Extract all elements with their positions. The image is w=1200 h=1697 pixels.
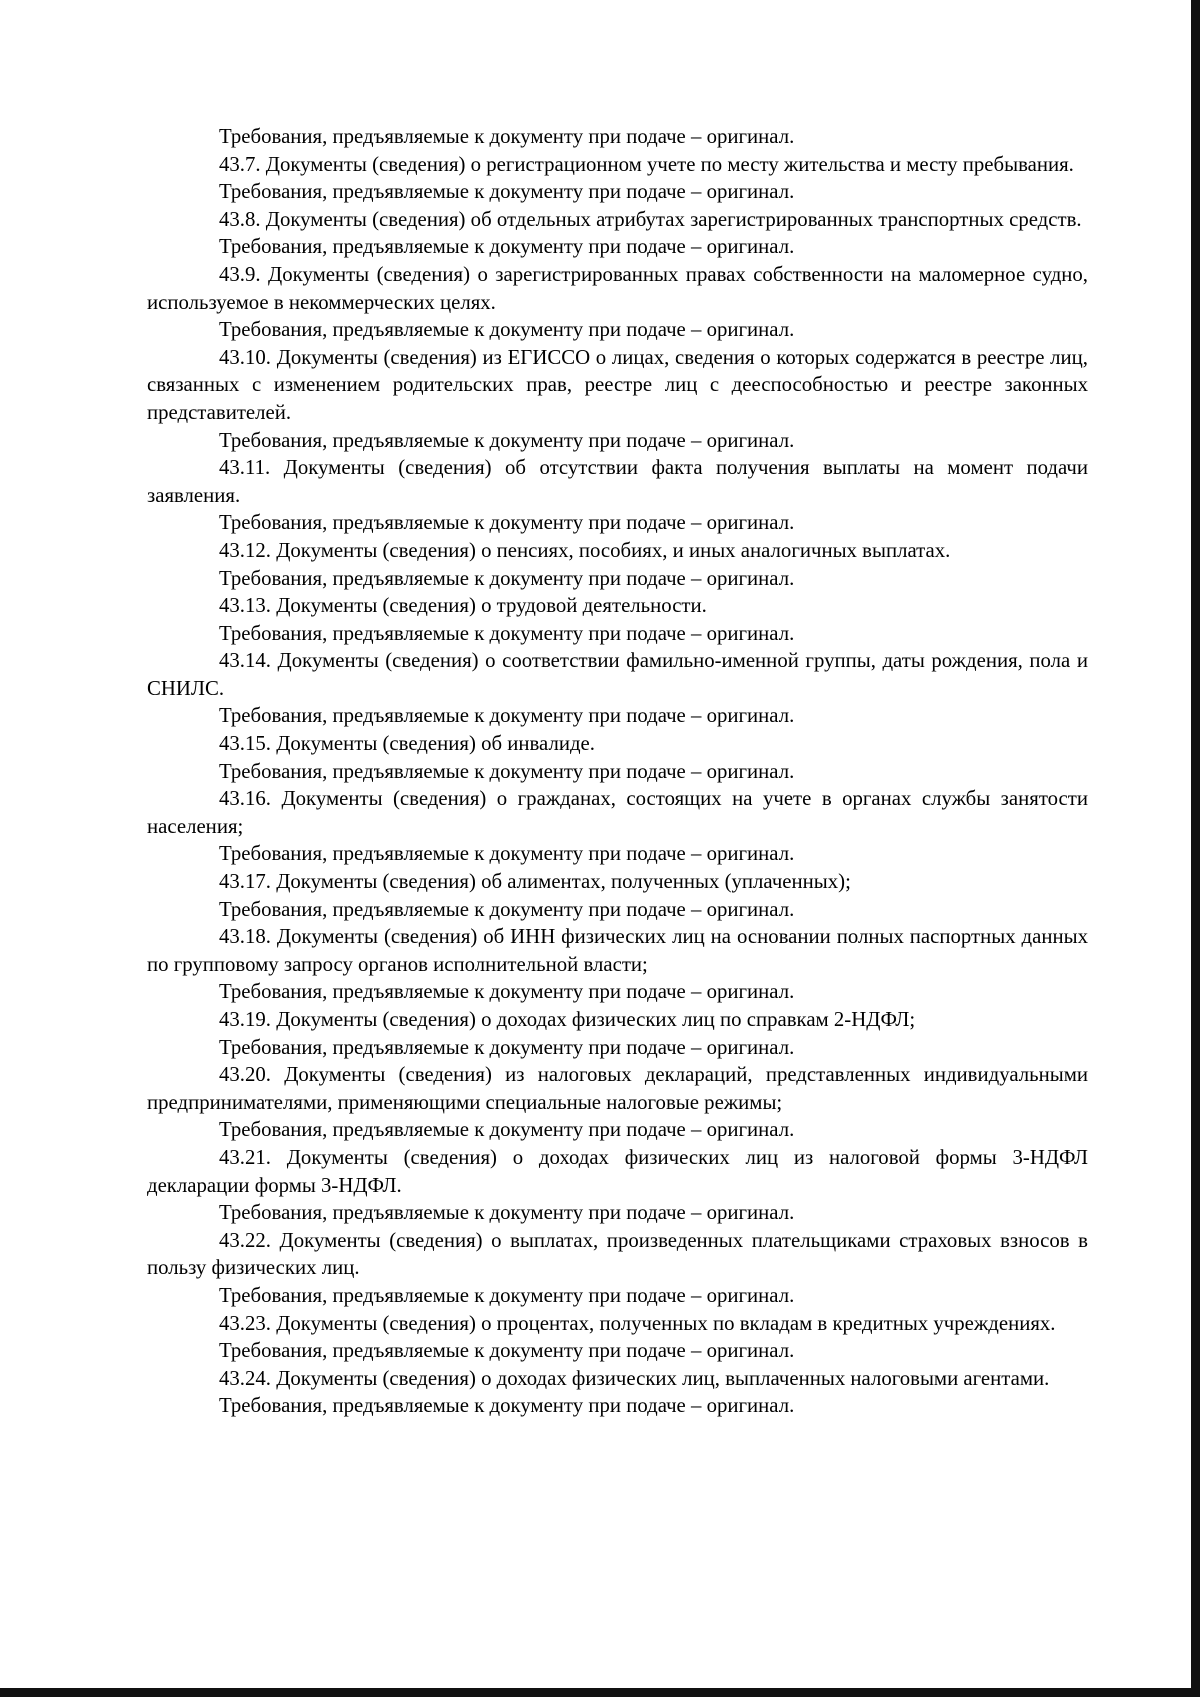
requirement-paragraph: Требования, предъявляемые к документу при подаче – оригинал. [219,511,795,535]
requirement-paragraph: Требования, предъявляемые к документу при подаче – оригинал. [219,180,795,204]
item-paragraph: 43.16. Документы (сведения) о гражданах, состоящих на учете в органах службы занятости населения; [147,787,1088,838]
requirement-paragraph: Требования, предъявляемые к документу при подаче – оригинал. [219,566,795,590]
item-paragraph: 43.24. Документы (сведения) о доходах физических лиц, выплаченных налоговыми агентами. [219,1366,1050,1390]
item-paragraph: 43.23. Документы (сведения) о процентах, полученных по вкладам в кредитных учреждениях. [219,1311,1056,1335]
item-paragraph: 43.14. Документы (сведения) о соответствии фамильно-именной группы, даты рождения, пола и СНИЛС. [147,649,1088,700]
requirement-paragraph: Требования, предъявляемые к документу при подаче – оригинал. [219,704,795,728]
requirement-paragraph: Требования, предъявляемые к документу при подаче – оригинал. [219,980,795,1004]
requirement-paragraph: Требования, предъявляемые к документу при подаче – оригинал. [219,1283,795,1307]
requirement-paragraph: Требования, предъявляемые к документу при подаче – оригинал. [219,842,795,866]
item-paragraph: 43.17. Документы (сведения) об алиментах, полученных (уплаченных); [219,870,851,894]
requirement-paragraph: Требования, предъявляемые к документу при подаче – оригинал. [219,125,795,148]
item-paragraph: 43.22. Документы (сведения) о выплатах, произведенных плательщиками страховых взносов в пользу физических лиц. [147,1228,1088,1280]
requirement-paragraph: Требования, предъявляемые к документу при подаче – оригинал. [219,1394,795,1418]
item-paragraph: 43.13. Документы (сведения) о трудовой деятельности. [219,594,707,618]
scan-edge-right [1191,0,1200,1697]
item-paragraph: 43.19. Документы (сведения) о доходах физических лиц по справкам 2-НДФЛ; [219,1008,916,1031]
requirement-paragraph: Требования, предъявляемые к документу при подаче – оригинал. [219,1035,795,1059]
requirement-paragraph: Требования, предъявляемые к документу при подаче – оригинал. [219,897,795,921]
requirement-paragraph: Требования, предъявляемые к документу при подаче – оригинал. [219,621,795,645]
item-paragraph: 43.9. Документы (сведения) о зарегистрированных правах собственности на маломерное судно, используемое в некоммерческих целях. [147,262,1088,314]
requirement-paragraph: Требования, предъявляемые к документу при подаче – оригинал. [219,235,795,259]
item-paragraph: 43.18. Документы (сведения) об ИНН физических лиц на основании полных паспортных данных по групповому запросу органов исполнительной власти; [147,925,1088,976]
item-paragraph: 43.10. Документы (сведения) из ЕГИССО о лицах, сведения о которых содержатся в реестре лиц, связанных с изменением родительских прав, реестре лиц с дееспособностью и реестре законных представителей. [147,345,1088,424]
item-paragraph: 43.7. Документы (сведения) о регистрационном учете по месту жительства и месту пребывания. [219,152,1074,176]
document-body [147,123,1088,1420]
requirement-paragraph: Требования, предъявляемые к документу при подаче – оригинал. [219,1118,795,1142]
requirement-paragraph: Требования, предъявляемые к документу при подаче – оригинал. [219,428,795,452]
item-paragraph: 43.12. Документы (сведения) о пенсиях, пособиях, и иных аналогичных выплатах. [219,538,951,562]
item-paragraph: 43.20. Документы (сведения) из налоговых деклараций, представленных индивидуальными предпринимателями, применяющими специальные налоговые режимы; [147,1063,1088,1114]
requirement-paragraph: Требования, предъявляемые к документу при подаче – оригинал. [219,1201,795,1225]
item-paragraph: 43.11. Документы (сведения) об отсутствии факта получения выплаты на момент подачи заявления. [147,456,1088,507]
requirement-paragraph: Требования, предъявляемые к документу при подаче – оригинал. [219,318,795,342]
item-paragraph: 43.21. Документы (сведения) о доходах физических лиц из налоговой формы 3-НДФЛ декларации формы 3-НДФЛ. [147,1145,1088,1197]
scan-edge-bottom [0,1688,1200,1697]
requirement-paragraph: Требования, предъявляемые к документу при подаче – оригинал. [219,759,795,783]
item-paragraph: 43.8. Документы (сведения) об отдельных атрибутах зарегистрированных транспортных средств. [219,207,1082,231]
item-paragraph: 43.15. Документы (сведения) об инвалиде. [219,732,595,756]
requirement-paragraph: Требования, предъявляемые к документу при подаче – оригинал. [219,1339,795,1363]
